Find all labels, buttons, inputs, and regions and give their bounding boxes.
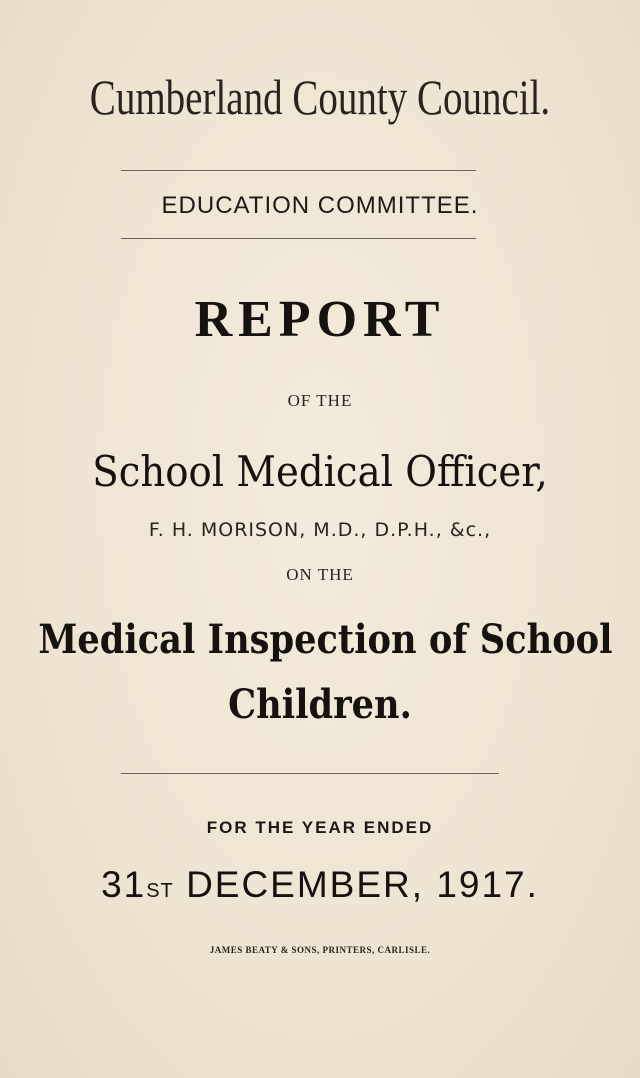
officer-title: School Medical Officer, <box>92 447 548 496</box>
divider-top <box>121 170 476 171</box>
printer-imprint: JAMES BEATY & SONS, PRINTERS, CARLISLE. <box>209 945 431 955</box>
date-day: 31 <box>101 864 147 905</box>
date-ordinal: ST <box>146 880 174 902</box>
on-the-text: ON THE <box>286 565 354 584</box>
subject-line-2: Children. <box>228 681 412 728</box>
council-heading: Cumberland County Council. <box>89 69 551 125</box>
of-the-text: OF THE <box>287 391 353 410</box>
report-date <box>0 864 640 906</box>
divider-bottom <box>121 773 499 774</box>
date-month-year: DECEMBER, 1917. <box>186 864 539 905</box>
subject-line-1: Medical Inspection of School <box>38 616 613 663</box>
year-ended-label: FOR THE YEAR ENDED <box>206 818 434 837</box>
report-title: REPORT <box>194 291 446 348</box>
divider-middle <box>121 238 476 239</box>
officer-name: F. H. MORISON, M.D., D.P.H., &c., <box>148 519 492 541</box>
committee-heading: EDUCATION COMMITTEE. <box>161 192 479 219</box>
